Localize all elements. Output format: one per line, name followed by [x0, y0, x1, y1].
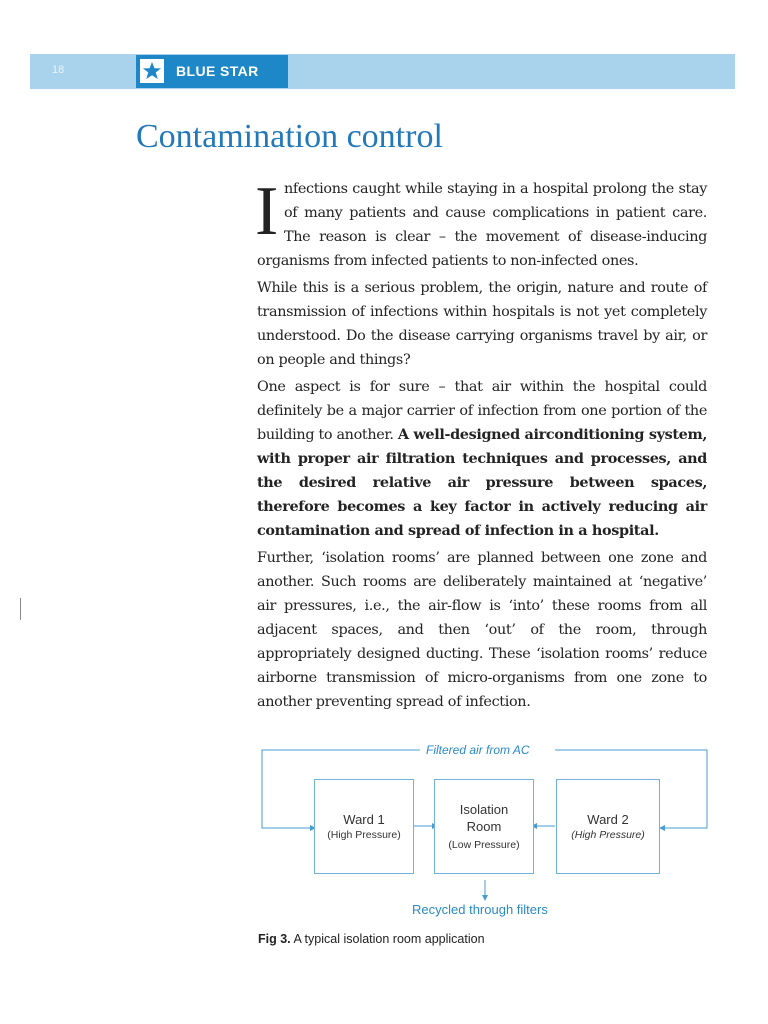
paragraph-2: While this is a serious problem, the origin, nature and route of transmission of infections within hospitals is not yet completely understood. Do the disease carrying organisms travel by air, or on people and things?	[257, 280, 707, 368]
isolation-pressure: (Low Pressure)	[448, 838, 520, 851]
paragraph-4: Further, ‘isolation rooms’ are planned between one zone and another. Such rooms are deliberately maintained at ‘negative’ air pressures, i.e., the air-flow is ‘into’ these rooms from all adjacent spaces, and then ‘out’ of the room, through appropriately designed ducting. These ‘isolation rooms’ reduce airborne transmission of micro-organisms from one zone to another preventing spread of infection.	[257, 550, 707, 710]
paragraph-3-text: One aspect is for sure – that air within the hospital could definitely be a major carrier of infection from one portion of the building to another.	[257, 379, 707, 443]
filtered-air-label: Filtered air from AC	[426, 743, 530, 757]
page-number: 18	[52, 64, 65, 76]
figure-caption	[258, 932, 485, 946]
star-icon	[138, 57, 166, 85]
paragraph-1	[255, 173, 707, 273]
paragraph-3	[257, 375, 707, 543]
drop-cap: I	[255, 173, 278, 250]
isolation-name-line1: Isolation	[459, 801, 509, 817]
isolation-room-diagram	[250, 740, 720, 930]
isolation-room-box	[434, 779, 534, 874]
article-body	[255, 173, 707, 717]
brand-name: BLUE STAR	[176, 63, 259, 79]
ward-1-pressure: (High Pressure)	[327, 828, 401, 841]
recycled-label: Recycled through filters	[412, 902, 548, 917]
page-title: Contamination control	[136, 118, 443, 155]
isolation-name-line2: Room	[466, 818, 502, 834]
ward-1-box	[314, 779, 414, 874]
ward-2-name: Ward 2	[587, 811, 629, 827]
caption-text: A typical isolation room application	[290, 932, 485, 946]
paragraph-1-text: nfections caught while staying in a hospital prolong the stay of many patients and cause complications in patient care. The reason is clear – the movement of disease-inducing organisms from infected patients to non-infected ones.	[257, 181, 707, 269]
ward-1-name: Ward 1	[343, 811, 385, 827]
caption-label: Fig 3.	[258, 932, 291, 946]
ward-2-box	[556, 779, 660, 874]
paragraph-3-bold: A well-designed airconditioning system, with proper air filtration techniques and processes, and the desired relative air pressure between spaces, therefore becomes a key factor in actively reducing air contamination and spread of infection in a hospital.	[257, 426, 707, 539]
ward-2-pressure: (High Pressure)	[571, 828, 645, 841]
margin-mark	[20, 598, 21, 620]
